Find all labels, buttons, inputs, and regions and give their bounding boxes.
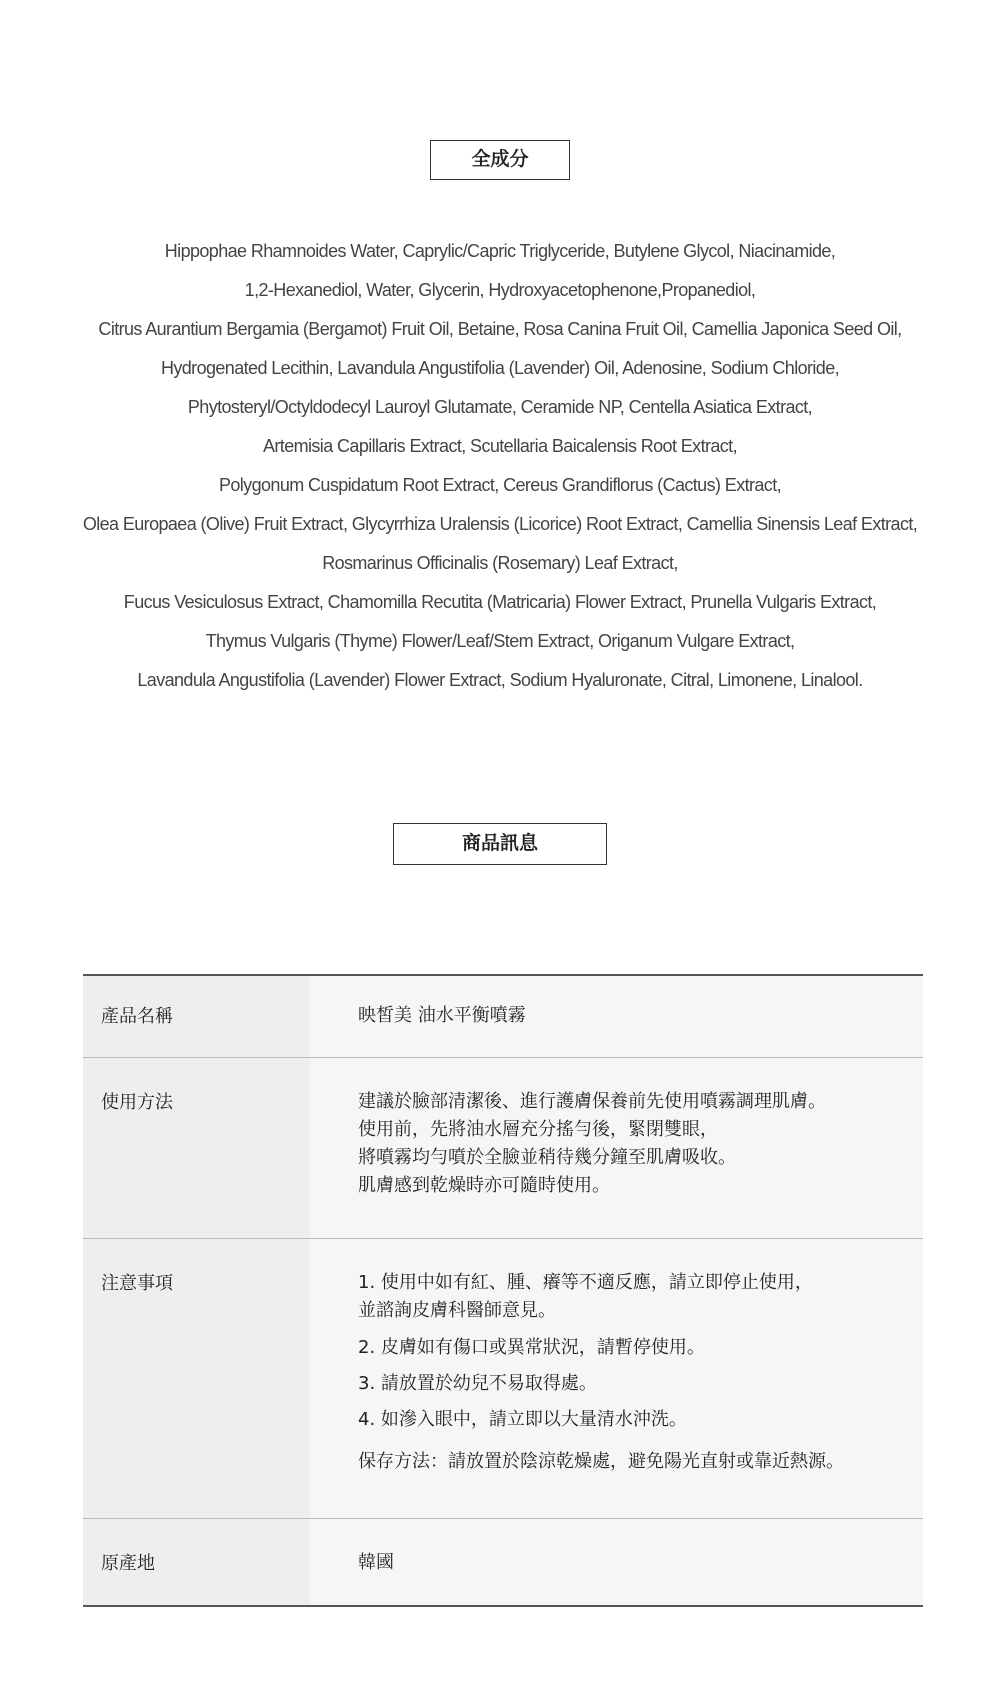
ingredient-line: Polygonum Cuspidatum Root Extract, Cereus Grandiflorus (Cactus) Extract, [218,475,782,495]
ingredient-line: Lavandula Angustifolia (Lavender) Flower Extract, Sodium Hyaluronate, Citral, Limonene, Linalool. [137,670,863,690]
usage-line: 建議於臉部清潔後、進行護膚保養前先使用噴霧調理肌膚。 [358,1091,826,1112]
ingredient-line: 1,2-Hexanediol, Water, Glycerin, Hydroxyacetophenone,Propanediol, [244,280,756,300]
ingredient-line: Hydrogenated Lecithin, Lavandula Angustifolia (Lavender) Oil, Adenosine, Sodium Chloride, [160,358,840,378]
table-row-usage [83,1058,923,1239]
usage-line: 將噴霧均勻噴於全臉並稍待幾分鐘至肌膚吸收。 [358,1147,736,1168]
caution-item-3: 3. 請放置於幼兒不易取得處。 [358,1373,597,1394]
ingredient-line: Fucus Vesiculosus Extract, Chamomilla Recutita (Matricaria) Flower Extract, Prunella Vulgaris Extract, [123,592,877,612]
origin-value [310,1519,923,1605]
storage-instructions: 保存方法：請放置於陰涼乾燥處，避免陽光直射或靠近熱源。 [358,1451,844,1472]
usage-line: 使用前，先將油水層充分搖勻後，緊閉雙眼， [358,1119,718,1140]
ingredients-list [60,232,940,700]
origin-text: 韓國 [358,1552,394,1573]
product-name-label: 產品名稱 [83,976,310,1057]
ingredients-section-title: 全成分 [430,140,570,180]
table-row-caution [83,1239,923,1519]
ingredient-line: Artemisia Capillaris Extract, Scutellaria Baicalensis Root Extract, [263,436,737,456]
table-row-origin [83,1519,923,1607]
ingredient-line: Hippophae Rhamnoides Water, Caprylic/Capric Triglyceride, Butylene Glycol, Niacinamide, [164,241,836,261]
caution-value [310,1239,923,1518]
ingredient-line: Citrus Aurantium Bergamia (Bergamot) Fruit Oil, Betaine, Rosa Canina Fruit Oil, Camellia Japonica Seed Oil, [98,319,902,339]
product-info-table [83,974,923,1607]
origin-label: 原產地 [83,1519,310,1605]
ingredient-line: Thymus Vulgaris (Thyme) Flower/Leaf/Stem Extract, Origanum Vulgare Extract, [205,631,795,651]
table-row-product-name [83,976,923,1058]
caution-label: 注意事項 [83,1239,310,1518]
product-name-text: 映皙美 油水平衡噴霧 [358,1005,526,1026]
caution-item-1 [358,1269,923,1325]
product-info-section-title: 商品訊息 [393,823,607,865]
ingredient-line: Olea Europaea (Olive) Fruit Extract, Glycyrrhiza Uralensis (Licorice) Root Extract, Camellia Sinensis Leaf Extract, [82,514,918,534]
ingredient-line: Rosmarinus Officinalis (Rosemary) Leaf Extract, [322,553,678,573]
caution-item-2: 2. 皮膚如有傷口或異常狀況，請暫停使用。 [358,1337,705,1358]
usage-label: 使用方法 [83,1058,310,1238]
usage-line: 肌膚感到乾燥時亦可隨時使用。 [358,1175,610,1196]
caution-item-1-line-1: 1. 使用中如有紅、腫、癢等不適反應，請立即停止使用， [358,1272,813,1293]
usage-value [310,1058,923,1238]
ingredient-line: Phytosteryl/Octyldodecyl Lauroyl Glutamate, Ceramide NP, Centella Asiatica Extract, [187,397,813,417]
product-name-value [310,976,923,1057]
caution-item-1-line-2: 並諮詢皮膚科醫師意見。 [358,1300,556,1321]
caution-item-4: 4. 如滲入眼中，請立即以大量清水沖洗。 [358,1409,687,1430]
